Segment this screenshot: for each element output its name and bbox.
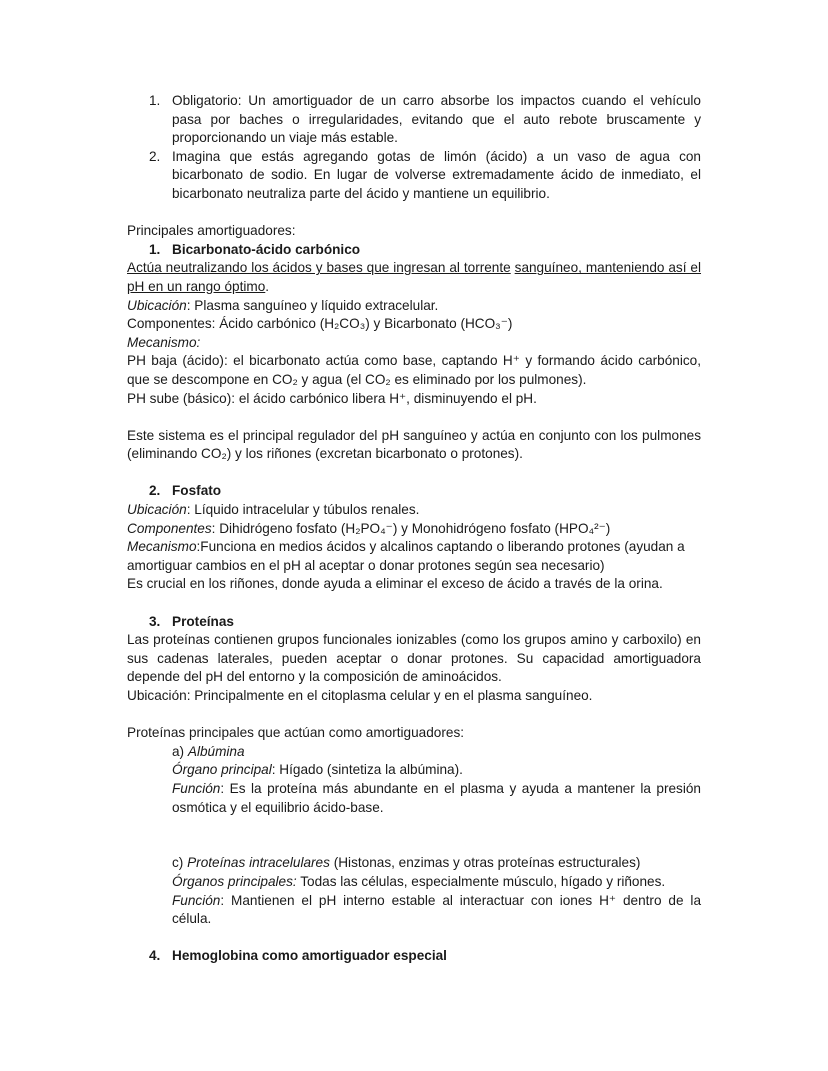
section-heading-fosfato: 2. Fosfato — [149, 483, 222, 499]
intracelulares-title: c) Proteínas intracelulares (Histonas, enzimas y otras proteínas estructurales) — [172, 855, 641, 871]
bicarbonato-componentes: Componentes: Ácido carbónico (H₂CO₃) y Bicarbonato (HCO₃⁻) — [127, 316, 513, 332]
intracelulares-funcion: Función: Mantienen el pH interno estable al interactuar con iones H⁺ dentro de la célula. — [172, 892, 701, 927]
bicarbonato-description: Actúa neutralizando los ácidos y bases que ingresan al torrente sanguíneo, manteniendo así el pH en un rango óptimo. — [127, 260, 702, 294]
albumina-funcion: Función: Es la proteína más abundante en el plasma y ayuda a mantener la presión osmótica y el equilibrio ácido-base. — [172, 780, 701, 815]
principales-label: Principales amortiguadores: — [127, 223, 296, 239]
document-page — [127, 92, 701, 966]
proteinas-description: Las proteínas contienen grupos funcionales ionizables (como los grupos amino y carboxilo) en sus cadenas laterales, pueden aceptar o donar protones. Su capacidad amortiguadora depende del pH del entorno y la composición de aminoácidos. — [127, 632, 701, 685]
section-heading-hemoglobina: 4. Hemoglobina como amortiguador especial — [149, 948, 447, 964]
albumina-block — [127, 743, 701, 817]
ph-sube: PH sube (básico): el ácido carbónico libera H⁺, disminuyendo el pH. — [127, 390, 537, 406]
fosfato-componentes: Componentes: Dihidrógeno fosfato (H₂PO₄⁻) y Monohidrógeno fosfato (HPO₄²⁻) — [127, 520, 611, 536]
section-heading-proteinas: 3. Proteínas — [149, 613, 234, 629]
intracelulares-organos: Órganos principales: Todas las células, especialmente músculo, hígado y riñones. — [172, 873, 666, 889]
intracelulares-block — [127, 854, 701, 928]
intro-list — [127, 92, 701, 204]
fosfato-mecanismo: Mecanismo:Funciona en medios ácidos y alcalinos captando o liberando protones (ayudan a amortiguar cambios en el pH al aceptar o donar protones según sea necesario) — [127, 539, 685, 573]
ph-baja: PH baja (ácido): el bicarbonato actúa como base, captando H⁺ y formando ácido carbónico, que se descompone en CO₂ y agua (el CO₂ es eliminado por los pulmones). — [127, 353, 701, 387]
proteinas-principales-label: Proteínas principales que actúan como amortiguadores: — [127, 725, 465, 741]
proteinas-ubicacion: Ubicación: Principalmente en el citoplasma celular y en el plasma sanguíneo. — [127, 688, 593, 703]
list-item: 1. Obligatorio: Un amortiguador de un carro absorbe los impactos cuando el vehículo pasa por baches o irregularidades, evitando que el auto rebote bruscamente y proporcionando un viaje más estable. — [149, 93, 701, 146]
fosfato-note: Es crucial en los riñones, donde ayuda a eliminar el exceso de ácido a través de la orina. — [127, 576, 663, 592]
list-number: 1. — [149, 93, 161, 108]
bicarbonato-ubicacion: Ubicación: Plasma sanguíneo y líquido extracelular. — [127, 297, 439, 313]
section-heading-bicarbonato: 1. Bicarbonato-ácido carbónico — [149, 241, 361, 257]
bicarbonato-summary: Este sistema es el principal regulador del pH sanguíneo y actúa en conjunto con los pulmones (eliminando CO₂) y los riñones (excretan bicarbonato o protones). — [127, 427, 701, 462]
fosfato-ubicacion: Ubicación: Líquido intracelular y túbulos renales. — [127, 502, 420, 518]
bicarbonato-mecanismo-label: Mecanismo: — [127, 334, 201, 350]
albumina-title: a) Albúmina — [172, 743, 245, 759]
list-item: 2. Imagina que estás agregando gotas de limón (ácido) a un vaso de agua con bicarbonato de sodio. En lugar de volverse extremadamente ácido de inmediato, el bicarbonato neutraliza parte del ácido y mantiene un equilibrio. — [149, 148, 701, 201]
albumina-organo: Órgano principal: Hígado (sintetiza la albúmina). — [172, 762, 463, 778]
list-number: 2. — [149, 148, 161, 164]
